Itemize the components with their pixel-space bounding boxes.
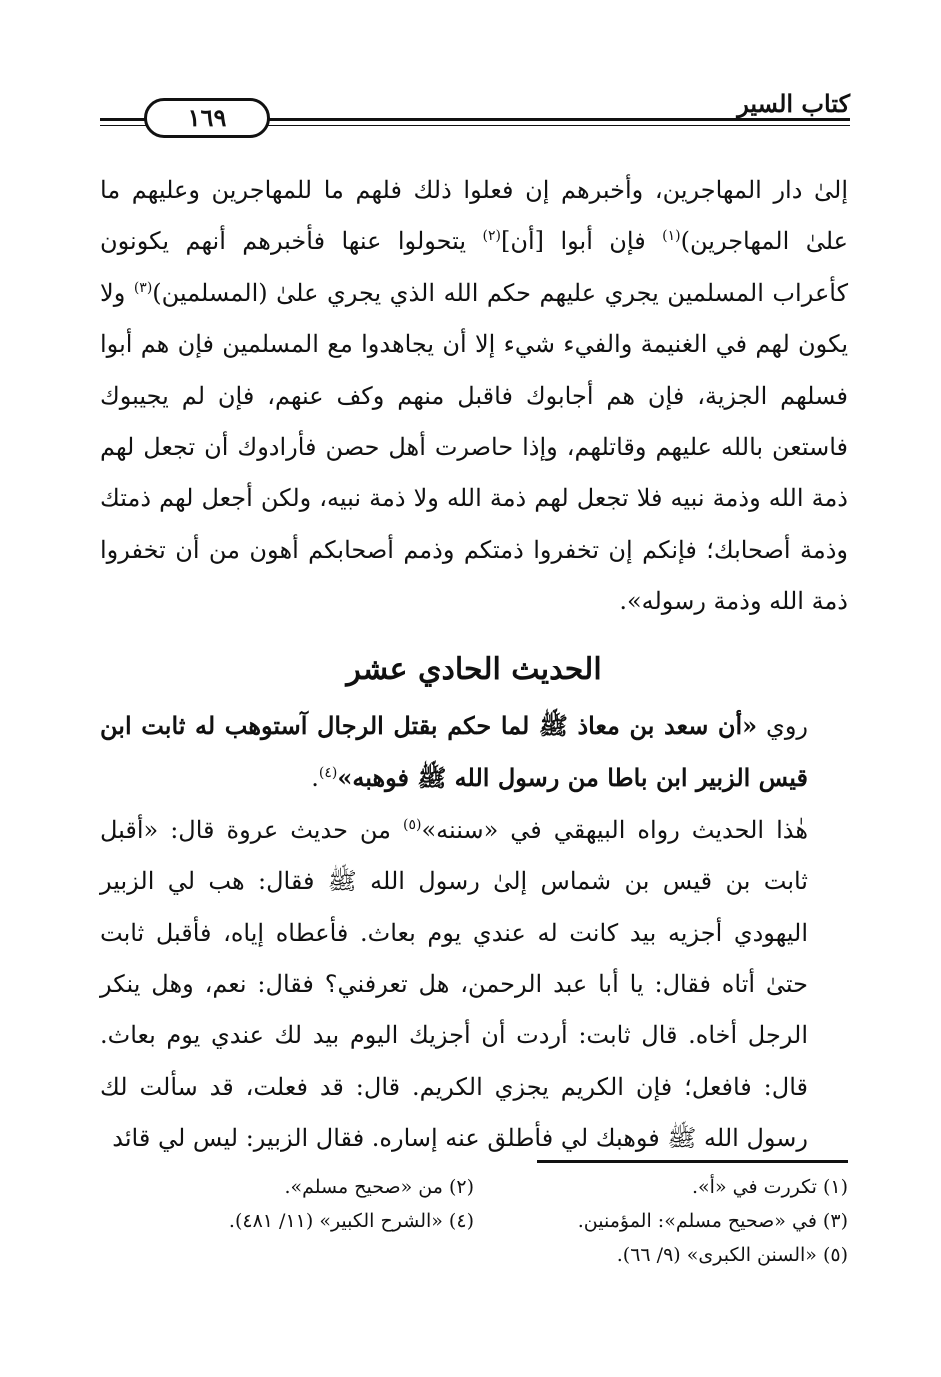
footnote-2: (٢) من «صحيح مسلم». <box>284 1176 474 1198</box>
footnote-1: (١) تكررت في «أ». <box>692 1176 848 1198</box>
footnote-ref-2: (٢) <box>482 228 501 245</box>
narration-end: . <box>311 764 319 793</box>
narration-prefix: روي <box>757 712 809 740</box>
footnote-5: (٥) «السنن الكبرى» (٩/ ٦٦). <box>616 1244 848 1266</box>
footnote-separator <box>537 1160 848 1163</box>
paragraph-1-part-d: ولا يكون لهم في الغنيمة والفيء شيء إلا أن يجاهدوا مع المسلمين فإن هم أبوا فسلهم الجزية، فإن هم أجابوك فاقبل منهم وكف عنهم، فإن لم يجيبوك فاستعن بالله عليهم وقاتلهم، وإذا حاصرت أهل حصن فأرادوك أن تجعل لهم ذمة الله وذمة نبيه فلا تجعل لهم ذمة الله ولا ذمة نبيه، ولكن أجعل لهم ذمتك وذمة أصحابك؛ فإنكم إن تخفروا ذمتكم وذمم أصحابكم أهون من أن تخفروا ذمة الله وذمة رسوله». <box>100 278 848 616</box>
book-title: كتاب السير <box>727 92 850 116</box>
page-header <box>100 89 850 140</box>
footnote-ref-3: (٣) <box>133 279 153 296</box>
paragraph-1-part-c: يتحولوا عنها فأخبرهم أنهم يكونون كأعراب المسلمين يجري عليهم حكم الله الذي يجري علىٰ (المسلمين) <box>100 227 848 307</box>
paragraph-1-part-a: إلىٰ دار المهاجرين، وأخبرهم إن فعلوا ذلك فلهم ما للمهاجرين وعليهم ما علىٰ المهاجرين) <box>100 176 848 256</box>
footnote-ref-4: (٤) <box>318 765 338 782</box>
footnote-ref-5: (٥) <box>402 816 422 833</box>
paragraph-1 <box>100 165 848 628</box>
paragraph-3 <box>100 805 848 1165</box>
footnote-row <box>100 1170 848 1204</box>
second-text-block <box>100 700 848 1165</box>
narration-text: «أن سعد بن معاذ ﷺ لما حكم بقتل الرجال آستوهب له ثابت ابن قيس الزبير ابن باطا من رسول الله ﷺ فوهبه» <box>100 711 808 793</box>
section-heading: الحديث الحادي عشر <box>346 652 602 687</box>
paragraph-3-part-b: من حديث عروة قال: «أقبل ثابت بن قيس بن شماس إلىٰ رسول الله ﷺ فقال: هب لي الزبير اليهودي أجزيه بيد كانت له عندي يوم بعاث. فأعطاه إياه، فأقبل ثابت حتىٰ أتاه فقال: يا أبا عبد الرحمن، هل تعرفني؟ فقال: نعم، وهل ينكر الرجل أخاه. قال ثابت: أردت أن أجزيك اليوم بيد لك عندي يوم بعاث. قال: فافعل؛ فإن الكريم يجزي الكريم. قال: قد فعلت، قد سألت لك رسول الله ﷺ فوهبك لي فأطلق عنه إساره. فقال الزبير: ليس لي قائد <box>100 815 808 1153</box>
paragraph-1-part-b: فإن أبوا [أن] <box>500 227 663 256</box>
narration-paragraph <box>100 700 848 805</box>
page-number: ١٦٩ <box>144 98 270 138</box>
paragraph-3-part-a: هٰذا الحديث رواه البيهقي في «سننه» <box>421 815 808 844</box>
footnote-row <box>100 1204 848 1238</box>
footnote-3: (٣) في «صحيح مسلم»: المؤمنين. <box>577 1210 848 1232</box>
footnote-row <box>100 1238 848 1272</box>
footnotes <box>100 1170 848 1272</box>
footnote-ref-1: (١) <box>662 228 681 245</box>
main-text-block <box>100 165 848 628</box>
footnote-4: (٤) «الشرح الكبير» (١١/ ٤٨١). <box>228 1210 474 1232</box>
